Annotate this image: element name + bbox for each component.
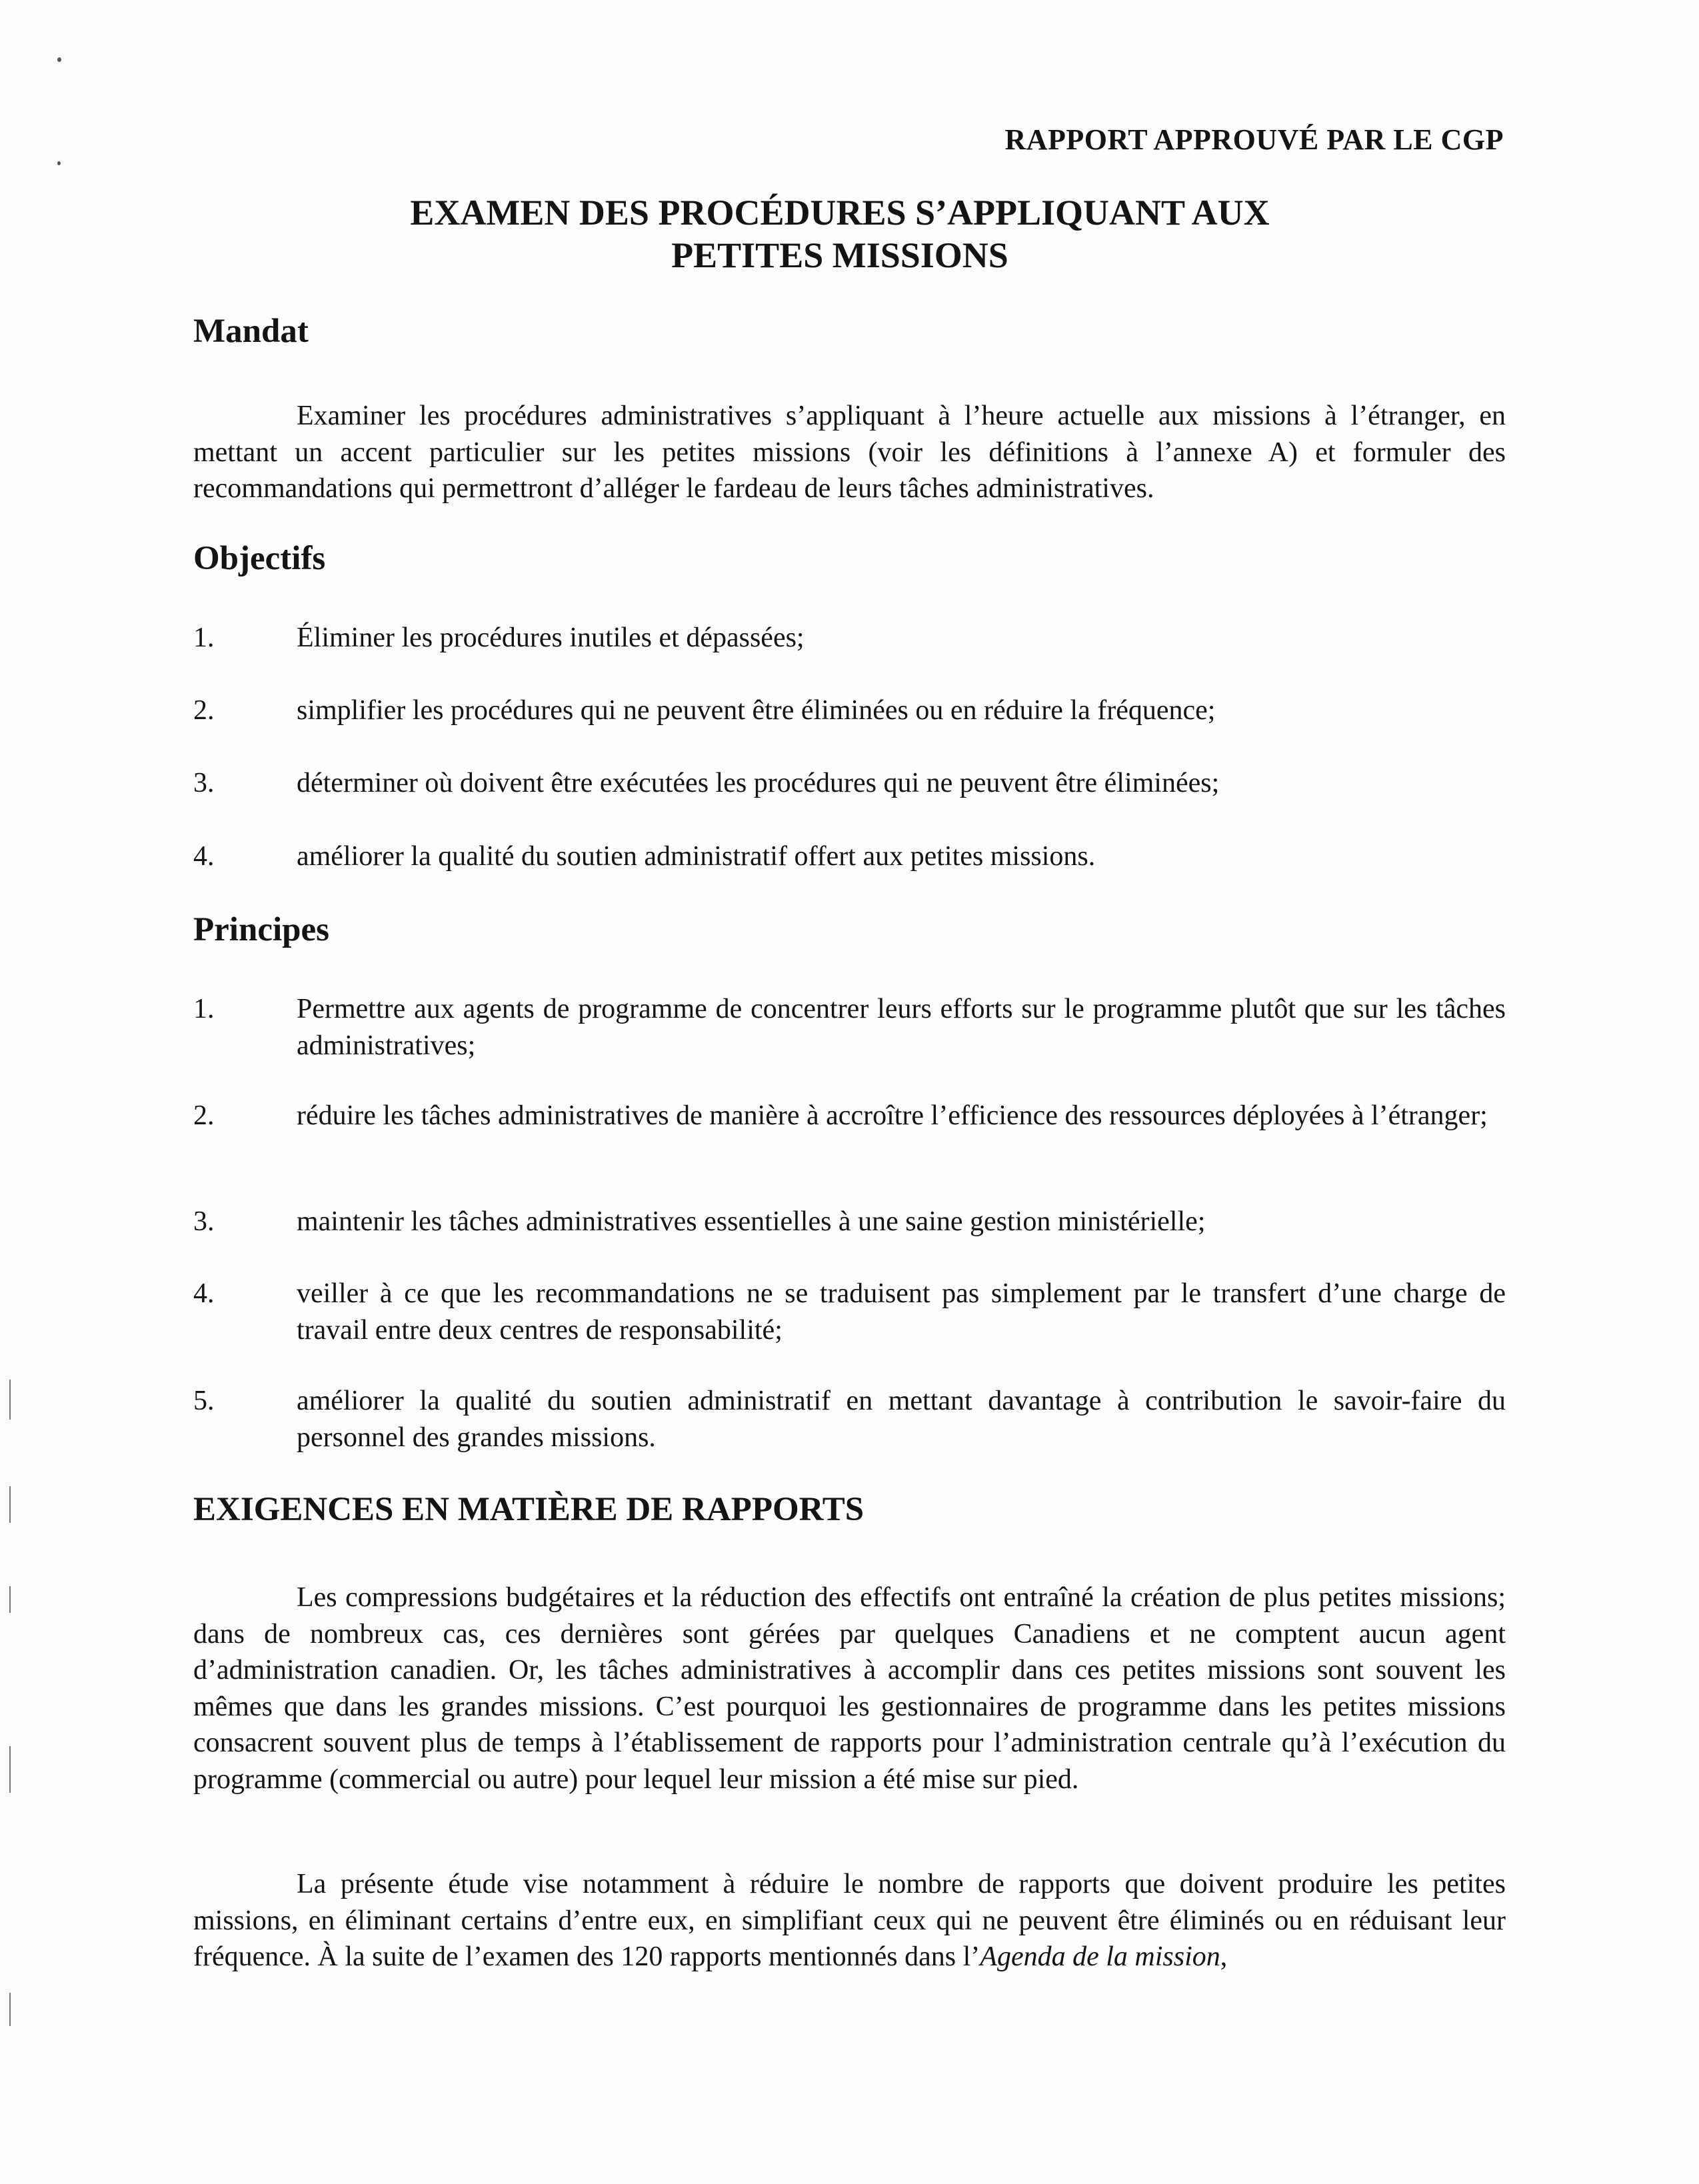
scan-margin-mark	[9, 1586, 11, 1613]
rapports-paragraph-2-text: La présente étude vise notamment à réduire le nombre de rapports que doivent produire les petites missions, en éliminant certains d’entre eux, en simplifiant ceux qui ne peuvent être éliminés ou en réduisant leur fréquence. À la suite de l’examen des 120 rapports mentionnés dans l’	[193, 1869, 1506, 1972]
scan-speck	[57, 161, 61, 165]
heading-principes: Principes	[193, 911, 329, 948]
principe-text: améliorer la qualité du soutien administratif en mettant davantage à contribution le savoir-faire du personnel des grandes missions.	[297, 1386, 1506, 1453]
objectif-number: 4.	[193, 841, 215, 872]
principe-number: 3.	[193, 1206, 215, 1237]
heading-exigences-rapports: EXIGENCES EN MATIÈRE DE RAPPORTS	[193, 1491, 864, 1528]
objectif-number: 1.	[193, 622, 215, 653]
scan-margin-mark	[9, 1746, 11, 1793]
principe-number: 4.	[193, 1278, 215, 1309]
rapports-paragraph-1: Les compressions budgétaires et la réduction des effectifs ont entraîné la création de plus petites missions; dans de nombreux cas, ces dernières sont gérées par quelques Canadiens et ne comptent aucun agent d’administration canadien. Or, les tâches administratives à accomplir dans ces petites missions sont souvent les mêmes que dans les grandes missions. C’est pourquoi les gestionnaires de programme dans les petites missions consacrent souvent plus de temps à l’établissement de rapports pour l’administration centrale qu’à l’exécution du programme (commercial ou autre) pour lequel leur mission a été mise sur pied.	[193, 1582, 1506, 1795]
scan-margin-mark	[9, 1380, 11, 1420]
objectif-number: 2.	[193, 695, 215, 726]
principe-text: veiller à ce que les recommandations ne se traduisent pas simplement par le transfert d’une charge de travail entre deux centres de responsabilité;	[297, 1278, 1506, 1346]
principe-number: 2.	[193, 1100, 215, 1131]
scan-margin-mark	[9, 1993, 11, 2026]
objectif-text: améliorer la qualité du soutien administratif offert aux petites missions.	[297, 841, 1096, 872]
objectif-text: déterminer où doivent être exécutées les procédures qui ne peuvent être éliminées;	[297, 768, 1220, 798]
principe-text: Permettre aux agents de programme de concentrer leurs efforts sur le programme plutôt que sur les tâches administratives;	[297, 994, 1506, 1061]
principe-text: réduire les tâches administratives de manière à accroître l’efficience des ressources déployées à l’étranger;	[297, 1100, 1488, 1131]
scan-margin-mark	[9, 1486, 11, 1523]
principe-text: maintenir les tâches administratives essentielles à une saine gestion ministérielle;	[297, 1206, 1206, 1237]
rapports-paragraph-2-end: ,	[1220, 1941, 1228, 1972]
document-title-line-2: PETITES MISSIONS	[671, 235, 1008, 275]
objectif-number: 3.	[193, 768, 215, 798]
heading-mandat: Mandat	[193, 313, 309, 350]
document-title-line-1: EXAMEN DES PROCÉDURES S’APPLIQUANT AUX	[410, 193, 1270, 233]
objectif-text: Éliminer les procédures inutiles et dépassées;	[297, 622, 805, 653]
heading-objectifs: Objectifs	[193, 540, 326, 577]
rapports-paragraph-2	[193, 1866, 1506, 1975]
principe-number: 5.	[193, 1386, 215, 1416]
scan-speck	[57, 57, 61, 62]
approval-stamp-text: RAPPORT APPROUVÉ PAR LE CGP	[1004, 123, 1504, 156]
agenda-title-italic: Agenda de la mission	[980, 1941, 1220, 1972]
objectif-text: simplifier les procédures qui ne peuvent être éliminées ou en réduire la fréquence;	[297, 695, 1216, 726]
document-title	[373, 191, 1306, 277]
mandat-paragraph: Examiner les procédures administratives s’appliquant à l’heure actuelle aux missions à l’étranger, en mettant un accent particulier sur les petites missions (voir les définitions à l’annexe A) et formuler des recommandations qui permettront d’alléger le fardeau de leurs tâches administratives.	[193, 401, 1506, 504]
principe-number: 1.	[193, 994, 215, 1024]
